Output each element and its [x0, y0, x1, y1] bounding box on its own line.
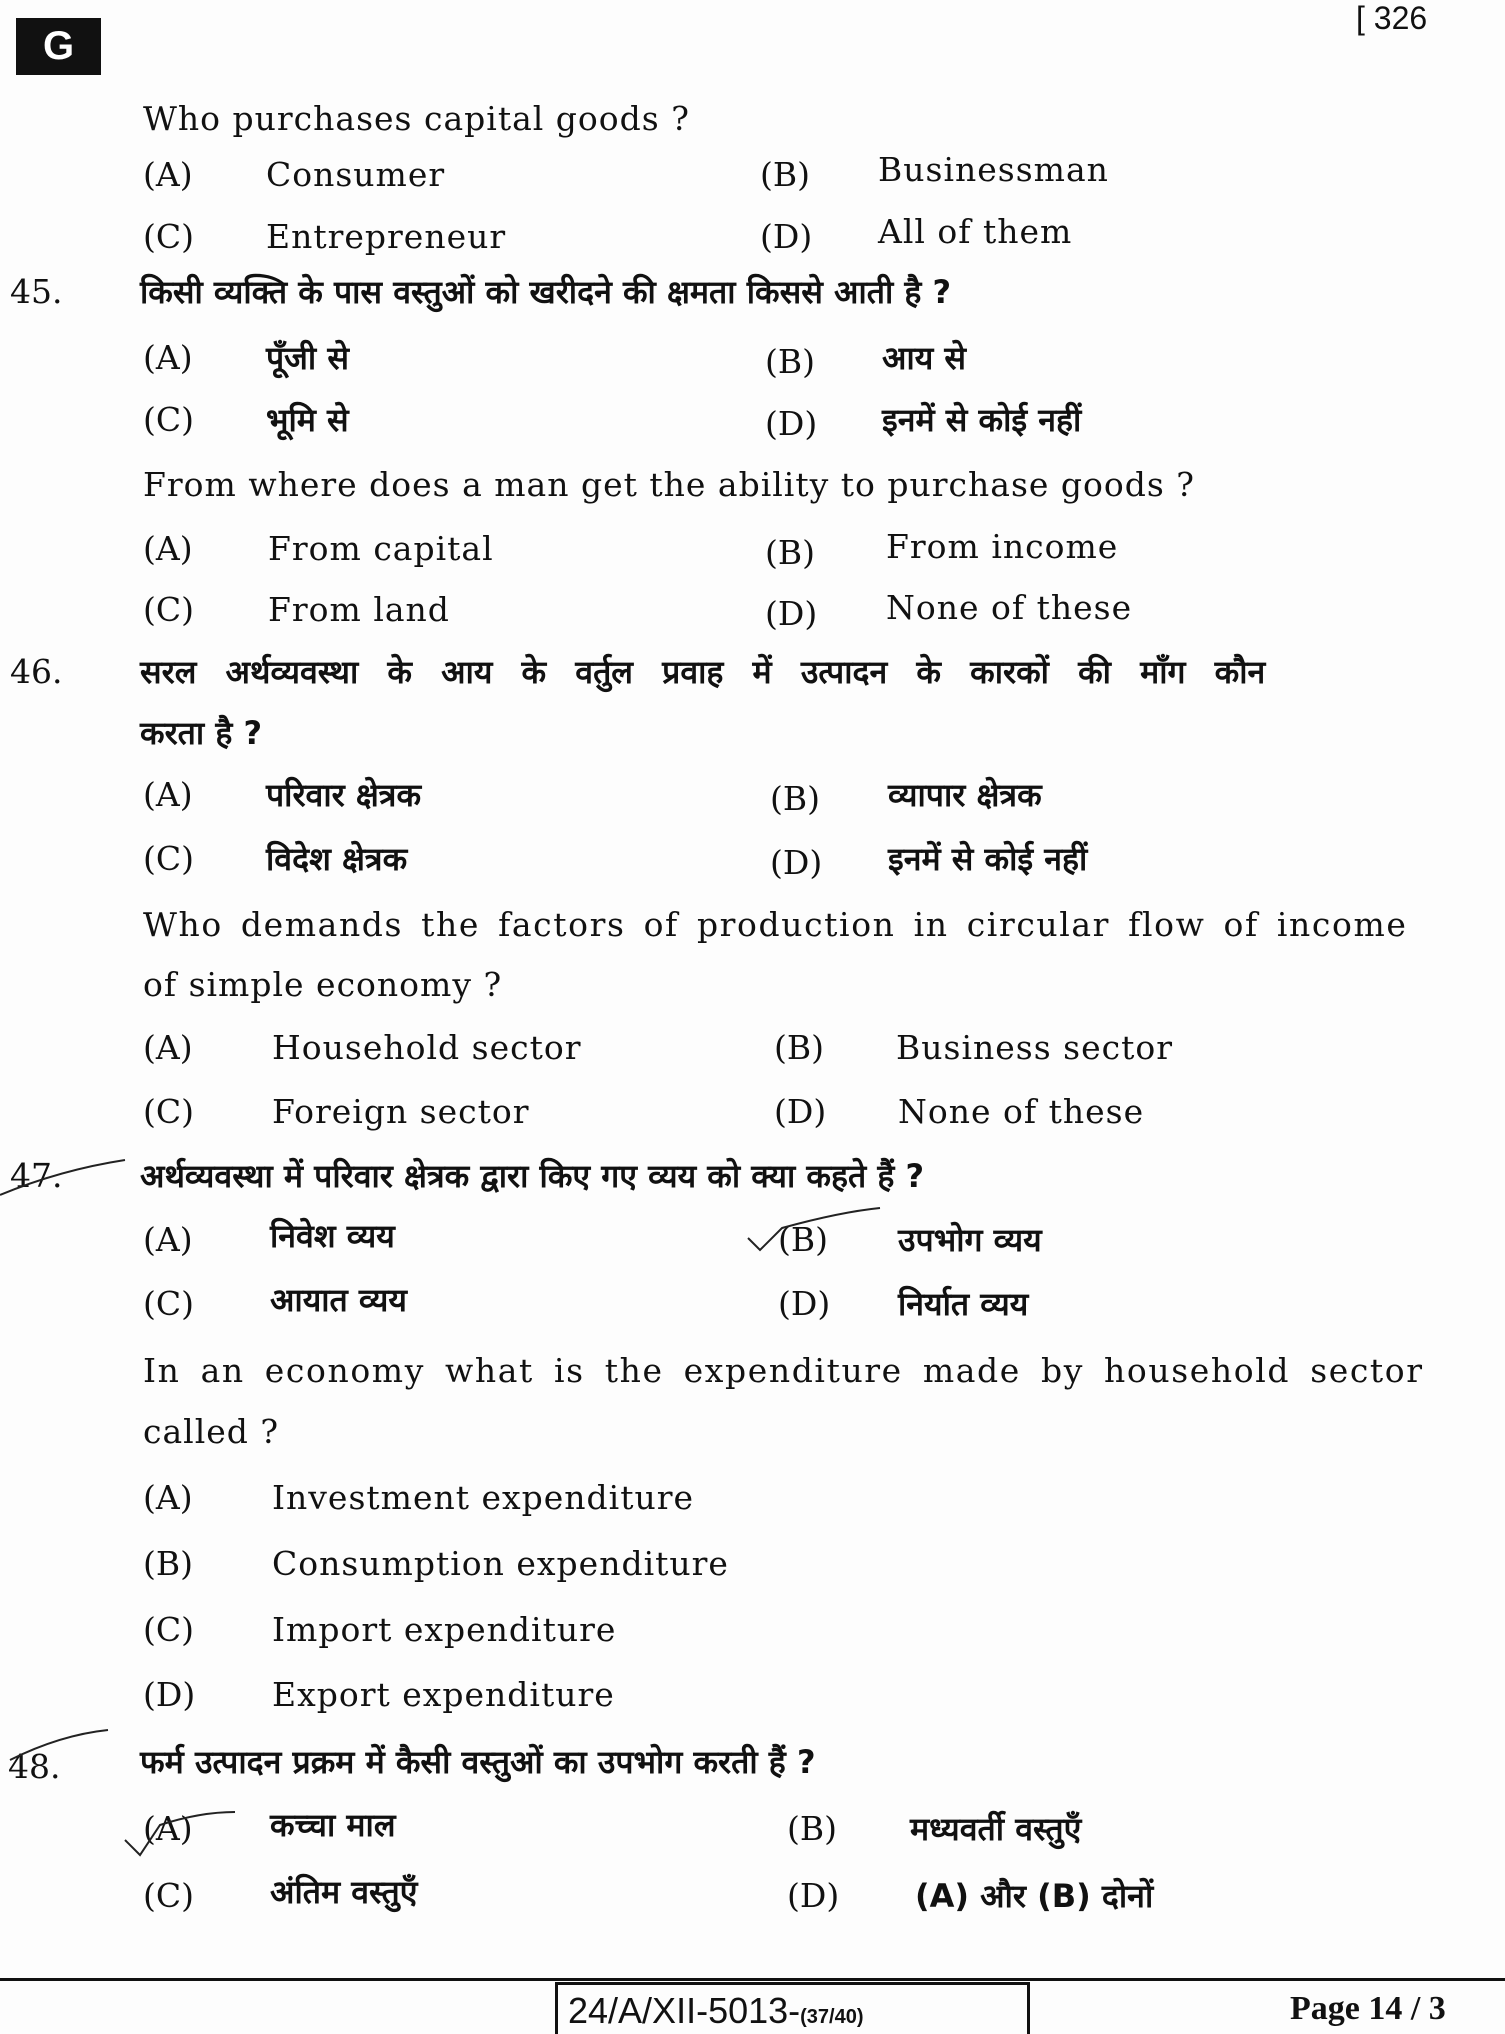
- option-text: All of them: [878, 212, 1073, 251]
- option-label: (B): [774, 1028, 824, 1067]
- question-text: Who demands the factors of production in circular flow of income: [143, 905, 1408, 944]
- question-text-hindi: फर्म उत्पादन प्रक्रम में कैसी वस्तुओं का उपभोग करती हैं ?: [140, 1743, 816, 1781]
- question-text-hindi: करता है ?: [140, 714, 263, 752]
- option-label: (C): [143, 400, 194, 439]
- option-text: आय से: [882, 339, 967, 377]
- question-text: called ?: [143, 1412, 280, 1451]
- option-label: (C): [143, 590, 194, 629]
- option-text: From income: [886, 527, 1119, 566]
- option-text: Entrepreneur: [266, 217, 507, 256]
- option-text: Foreign sector: [272, 1092, 530, 1131]
- option-text: इनमें से कोई नहीं: [882, 401, 1082, 439]
- option-label: (B): [760, 155, 810, 194]
- option-label: (B): [778, 1220, 828, 1259]
- question-text-hindi: सरल अर्थव्यवस्था के आय के वर्तुल प्रवाह में उत्पादन के कारकों की माँग कौन: [140, 653, 1266, 691]
- option-text: परिवार क्षेत्रक: [266, 776, 422, 814]
- question-text: From where does a man get the ability to purchase goods ?: [143, 465, 1195, 504]
- question-text: In an economy what is the expenditure made by household sector: [143, 1351, 1424, 1390]
- option-text: Household sector: [272, 1028, 582, 1067]
- option-text: Export expenditure: [272, 1675, 615, 1714]
- option-label: (A): [143, 1220, 193, 1259]
- option-label: (B): [770, 779, 820, 818]
- option-label: (D): [778, 1284, 831, 1323]
- option-text: None of these: [898, 1092, 1145, 1131]
- option-label: (D): [765, 404, 818, 443]
- option-label: (A): [143, 1028, 193, 1067]
- option-label: (B): [765, 342, 815, 381]
- option-label: (D): [787, 1876, 840, 1915]
- option-text: अंतिम वस्तुएँ: [270, 1873, 418, 1911]
- question-text: Who purchases capital goods ?: [143, 99, 690, 138]
- option-text: भूमि से: [266, 401, 349, 439]
- option-text: आयात व्यय: [270, 1281, 407, 1319]
- option-label: (D): [770, 843, 823, 882]
- question-number: 46.: [10, 652, 63, 691]
- option-text: From land: [268, 590, 450, 629]
- option-label: (B): [765, 533, 815, 572]
- option-label: (A): [143, 338, 193, 377]
- option-text: Investment expenditure: [272, 1478, 695, 1517]
- question-text: of simple economy ?: [143, 965, 503, 1004]
- option-text: None of these: [886, 588, 1133, 627]
- option-label: (B): [787, 1809, 837, 1848]
- option-label: (D): [143, 1675, 196, 1714]
- option-label: (C): [143, 1284, 194, 1323]
- option-text: Consumer: [266, 155, 446, 194]
- footer-rule: [0, 1978, 1505, 1981]
- option-text: निर्यात व्यय: [898, 1285, 1029, 1323]
- option-label: (D): [774, 1092, 827, 1131]
- option-label: (A): [143, 775, 193, 814]
- option-label: (C): [143, 1092, 194, 1131]
- question-text-hindi: किसी व्यक्ति के पास वस्तुओं को खरीदने की क्षमता किससे आती है ?: [140, 273, 952, 311]
- option-text: Business sector: [896, 1028, 1173, 1067]
- paper-code: [ 326: [1356, 0, 1428, 36]
- option-text: मध्यवर्ती वस्तुएँ: [910, 1810, 1082, 1848]
- option-text: इनमें से कोई नहीं: [888, 840, 1088, 878]
- footer-code-sub: (37/40): [800, 2006, 864, 2028]
- footer-code-box: [555, 1982, 1030, 2034]
- option-text: Import expenditure: [272, 1610, 617, 1649]
- option-label: (C): [143, 839, 194, 878]
- footer-code: 24/A/XII-5013-: [568, 1990, 801, 2031]
- option-label: (C): [143, 217, 194, 256]
- set-badge: G: [16, 18, 101, 75]
- option-text: Businessman: [878, 150, 1109, 189]
- option-label: (B): [143, 1544, 193, 1583]
- option-text: कच्चा माल: [270, 1806, 396, 1844]
- option-text: उपभोग व्यय: [898, 1221, 1042, 1259]
- option-label: (C): [143, 1876, 194, 1915]
- option-label: (A): [143, 1478, 193, 1517]
- question-number: 48.: [8, 1747, 61, 1786]
- question-number: 45.: [10, 272, 63, 311]
- option-label: (D): [760, 217, 813, 256]
- option-label: (A): [143, 1809, 193, 1848]
- option-label: (A): [143, 529, 193, 568]
- option-text: From capital: [268, 529, 494, 568]
- option-text: (A) और (B) दोनों: [915, 1877, 1154, 1915]
- option-label: (A): [143, 155, 193, 194]
- question-number: 47.: [10, 1156, 63, 1195]
- option-text: व्यापार क्षेत्रक: [888, 776, 1042, 814]
- option-text: विदेश क्षेत्रक: [266, 840, 408, 878]
- option-label: (D): [765, 594, 818, 633]
- question-text-hindi: अर्थव्यवस्था में परिवार क्षेत्रक द्वारा किए गए व्यय को क्या कहते हैं ?: [140, 1157, 925, 1195]
- option-text: Consumption expenditure: [272, 1544, 729, 1583]
- option-text: पूँजी से: [266, 339, 349, 377]
- page-number: Page 14 / 3: [1290, 1990, 1446, 2027]
- option-label: (C): [143, 1610, 194, 1649]
- option-text: निवेश व्यय: [270, 1217, 395, 1255]
